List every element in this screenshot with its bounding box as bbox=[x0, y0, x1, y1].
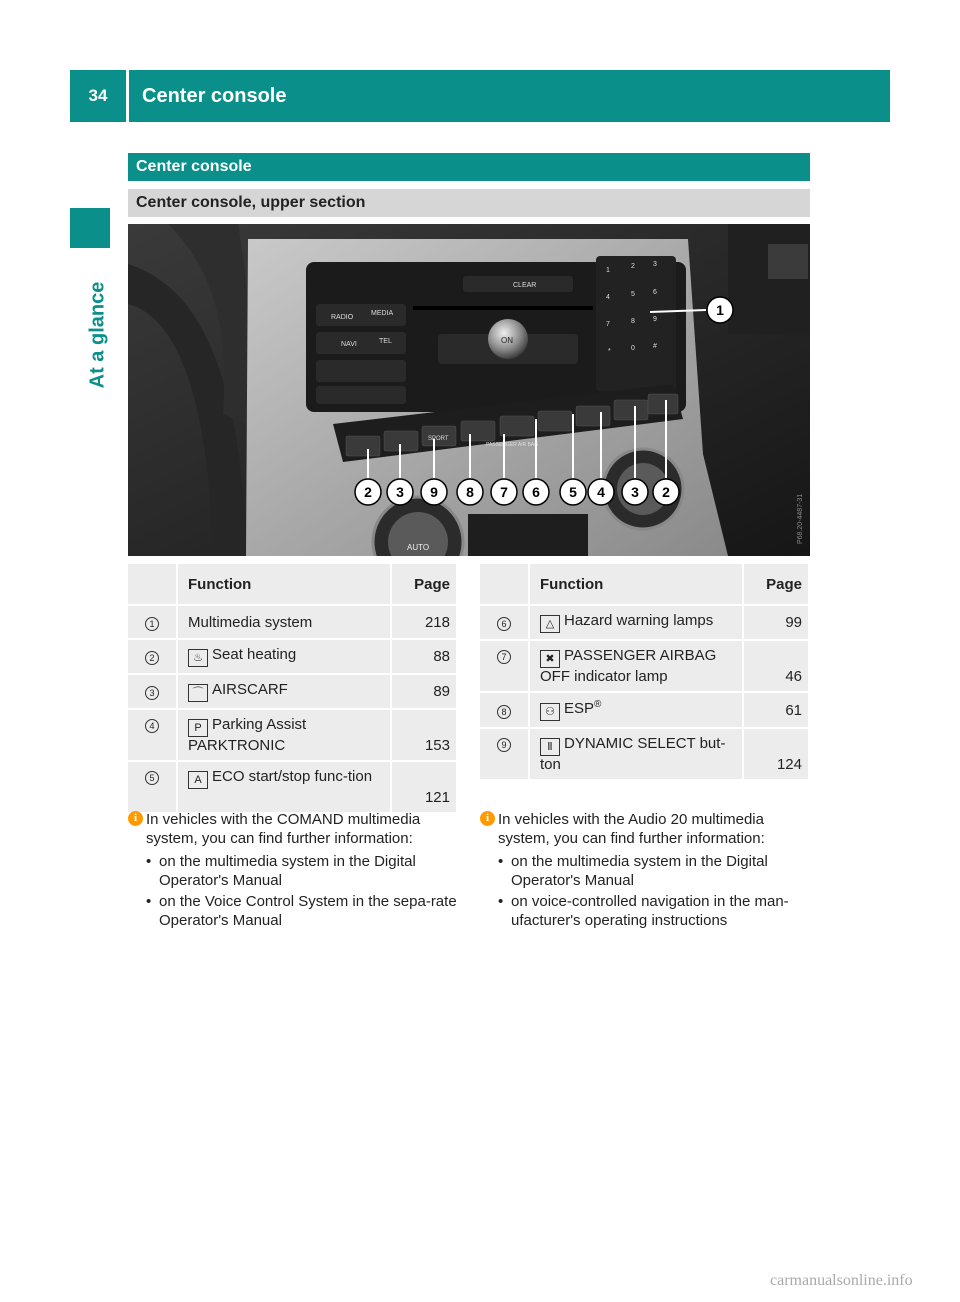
svg-text:6: 6 bbox=[653, 289, 657, 296]
svg-text:3: 3 bbox=[653, 261, 657, 268]
subsection-title: Center console, upper section bbox=[128, 189, 810, 217]
parking-off-icon: P bbox=[188, 719, 208, 737]
callout-number: 3 bbox=[631, 484, 639, 500]
callout-number: 9 bbox=[430, 484, 438, 500]
item-number: 3 bbox=[145, 686, 159, 700]
page-ref: 124 bbox=[744, 729, 810, 781]
svg-text:8: 8 bbox=[631, 318, 635, 325]
radio-label: RADIO bbox=[331, 314, 354, 321]
airbag-off-icon: ✖ bbox=[540, 650, 560, 668]
info-note-right bbox=[480, 810, 810, 932]
page-ref: 46 bbox=[744, 641, 810, 693]
item-number: 5 bbox=[145, 771, 159, 785]
info-icon: i bbox=[128, 811, 143, 826]
eco-icon: A bbox=[188, 771, 208, 789]
table-row bbox=[128, 675, 458, 710]
info-icon: i bbox=[480, 811, 495, 826]
callout-number: 8 bbox=[466, 484, 474, 500]
function-label: DYNAMIC SELECT but-ton bbox=[540, 735, 726, 773]
svg-text:4: 4 bbox=[606, 294, 610, 301]
registered-mark: ® bbox=[594, 699, 602, 710]
header-divider bbox=[126, 70, 129, 122]
function-label: Multimedia system bbox=[178, 606, 392, 640]
page-title: Center console bbox=[142, 84, 287, 107]
center-console-photo bbox=[128, 224, 810, 556]
on-label: ON bbox=[501, 336, 513, 345]
note-text: In vehicles with the Audio 20 multimedia system, you can find further information: bbox=[498, 811, 765, 847]
table-row bbox=[128, 762, 458, 814]
page-ref: 88 bbox=[392, 640, 458, 675]
table-row bbox=[480, 606, 810, 641]
page-number: 34 bbox=[88, 86, 108, 105]
item-number: 2 bbox=[145, 651, 159, 665]
function-label: ESP bbox=[564, 700, 595, 717]
item-number: 9 bbox=[497, 738, 511, 752]
footer-watermark: carmanualsonline.info bbox=[770, 1272, 913, 1289]
svg-text:#: # bbox=[653, 343, 657, 350]
auto-label: AUTO bbox=[407, 543, 430, 552]
seat-heating-icon: ♨ bbox=[188, 649, 208, 667]
callout-number: 5 bbox=[569, 484, 577, 500]
svg-text:2: 2 bbox=[631, 263, 635, 270]
table-header-function: Function bbox=[530, 564, 744, 606]
page-ref: 89 bbox=[392, 675, 458, 710]
callout-number: 2 bbox=[662, 484, 670, 500]
airscarf-icon: ⌒ bbox=[188, 684, 208, 702]
svg-text:1: 1 bbox=[606, 267, 610, 274]
callout-number: 6 bbox=[532, 484, 540, 500]
navi-label: NAVI bbox=[341, 341, 357, 348]
watermark: P68.20-4487-31 bbox=[797, 493, 804, 544]
function-label: Seat heating bbox=[212, 646, 297, 663]
list-item: • on voice-controlled navigation in the man-ufacturer's operating instructions bbox=[498, 892, 810, 930]
table-row bbox=[480, 729, 810, 781]
callout-number: 3 bbox=[396, 484, 404, 500]
page-ref: 218 bbox=[392, 606, 458, 640]
callout-number: 2 bbox=[364, 484, 372, 500]
svg-text:5: 5 bbox=[631, 291, 635, 298]
item-number: 4 bbox=[145, 719, 159, 733]
sport-label: SPORT bbox=[428, 436, 449, 442]
function-table-right bbox=[480, 564, 810, 781]
function-label: PASSENGER AIRBAG OFF indicator lamp bbox=[540, 647, 717, 685]
function-label: AIRSCARF bbox=[212, 681, 288, 698]
callout-number: 7 bbox=[500, 484, 508, 500]
page-ref: 153 bbox=[392, 710, 458, 762]
svg-text:0: 0 bbox=[631, 345, 635, 352]
hazard-icon: △ bbox=[540, 615, 560, 633]
table-header-page: Page bbox=[744, 564, 810, 606]
item-number: 6 bbox=[497, 617, 511, 631]
item-number: 7 bbox=[497, 650, 511, 664]
list-item: • on the multimedia system in the Digital Operator's Manual bbox=[146, 852, 458, 890]
table-header-num bbox=[128, 564, 178, 606]
esp-off-icon: ⚇ bbox=[540, 703, 560, 721]
callout-number: 4 bbox=[597, 484, 605, 500]
side-tab bbox=[70, 250, 126, 420]
page-ref: 99 bbox=[744, 606, 810, 641]
list-item: • on the multimedia system in the Digital Operator's Manual bbox=[498, 852, 810, 890]
tel-label: TEL bbox=[379, 338, 392, 345]
page-ref: 61 bbox=[744, 693, 810, 729]
media-label: MEDIA bbox=[371, 310, 394, 317]
function-label: Parking Assist PARKTRONIC bbox=[188, 716, 307, 754]
side-tab-label: At a glance bbox=[86, 281, 109, 389]
info-note-left bbox=[128, 810, 458, 932]
svg-text:*: * bbox=[608, 348, 611, 355]
item-number: 8 bbox=[497, 705, 511, 719]
dynamic-select-icon: Ⅱ bbox=[540, 738, 560, 756]
function-label: Hazard warning lamps bbox=[564, 612, 714, 629]
clear-label: CLEAR bbox=[513, 282, 537, 289]
note-text: In vehicles with the COMAND multimedia system, you can find further information: bbox=[146, 811, 421, 847]
table-row bbox=[480, 641, 810, 693]
function-label: ECO start/stop func-tion bbox=[212, 768, 373, 785]
page-ref: 121 bbox=[392, 762, 458, 814]
section-title: Center console bbox=[128, 153, 810, 181]
svg-text:7: 7 bbox=[606, 321, 610, 328]
airbag-label: PASSENGER AIR BAG bbox=[486, 442, 539, 448]
table-row bbox=[480, 693, 810, 729]
table-row bbox=[128, 606, 458, 640]
table-row bbox=[128, 710, 458, 762]
item-number: 1 bbox=[145, 617, 159, 631]
function-table-left bbox=[128, 564, 458, 814]
list-item: • on the Voice Control System in the sepa-rate Operator's Manual bbox=[146, 892, 458, 930]
table-row bbox=[128, 640, 458, 675]
side-tab-marker bbox=[70, 208, 110, 248]
table-header-page: Page bbox=[392, 564, 458, 606]
table-header-function: Function bbox=[178, 564, 392, 606]
table-header-num bbox=[480, 564, 530, 606]
svg-text:9: 9 bbox=[653, 316, 657, 323]
callout-number: 1 bbox=[716, 302, 724, 318]
